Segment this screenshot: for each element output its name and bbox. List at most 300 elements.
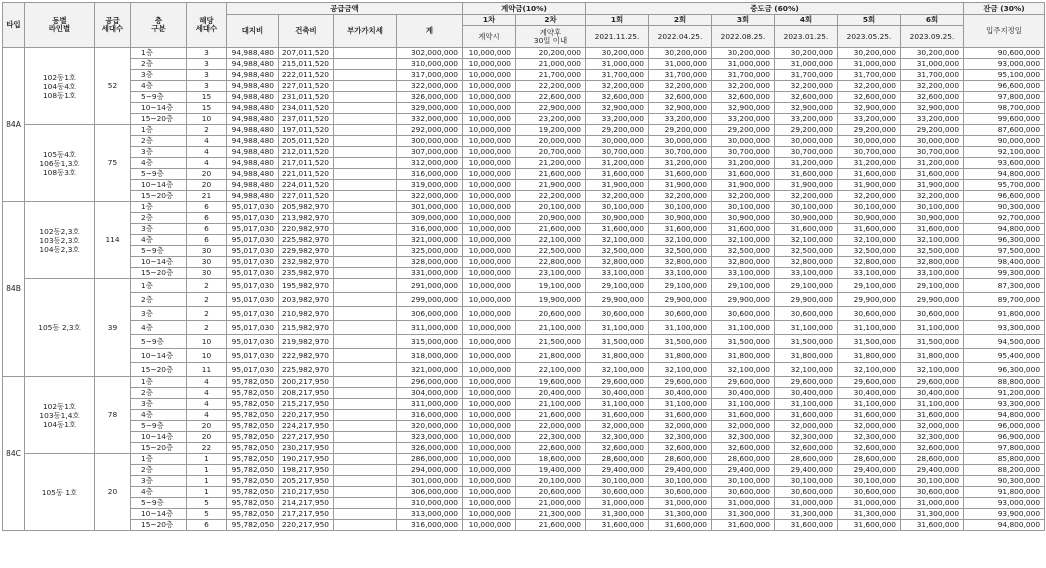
interim-cell: 32,100,000 [901,235,964,246]
interim-cell: 31,900,000 [649,180,712,191]
units-cell: 10 [187,114,227,125]
building-cell: 222,982,970 [279,349,334,363]
interim-cell: 31,600,000 [586,169,649,180]
table-row [3,169,1045,180]
header-interim-round: 4회 [775,15,838,26]
interim-cell: 31,100,000 [775,321,838,335]
interim-cell: 32,500,000 [712,246,775,257]
balance-cell: 98,700,000 [964,103,1045,114]
deposit-1-cell: 10,000,000 [463,180,516,191]
land-cell: 95,782,050 [227,410,279,421]
land-cell: 94,988,480 [227,59,279,70]
table-row [3,103,1045,114]
deposit-2-cell: 22,800,000 [516,257,586,268]
interim-cell: 31,000,000 [649,59,712,70]
interim-cell: 29,100,000 [901,279,964,293]
units-cell: 3 [187,59,227,70]
interim-cell: 30,100,000 [775,202,838,213]
interim-cell: 30,600,000 [901,307,964,321]
line-cell: 105동 2,3호 [25,279,95,377]
header-balance-when: 입주지정일 [964,15,1045,48]
interim-cell: 30,600,000 [586,307,649,321]
deposit-2-cell: 21,000,000 [516,498,586,509]
total-cell: 315,000,000 [397,335,463,349]
deposit-1-cell: 10,000,000 [463,399,516,410]
interim-cell: 32,100,000 [712,363,775,377]
total-cell: 322,000,000 [397,81,463,92]
interim-cell: 29,200,000 [775,125,838,136]
balance-cell: 87,600,000 [964,125,1045,136]
header-line: 동별 라인별 [25,3,95,48]
interim-cell: 31,600,000 [838,224,901,235]
building-cell: 203,982,970 [279,293,334,307]
building-cell: 230,217,950 [279,443,334,454]
deposit-1-cell: 10,000,000 [463,421,516,432]
vat-cell [334,335,397,349]
interim-cell: 33,100,000 [775,268,838,279]
interim-cell: 30,000,000 [901,136,964,147]
balance-cell: 91,800,000 [964,307,1045,321]
units-cell: 10 [187,349,227,363]
land-cell: 95,017,030 [227,257,279,268]
interim-cell: 30,400,000 [901,388,964,399]
table-row [3,399,1045,410]
land-cell: 94,988,480 [227,136,279,147]
deposit-1-cell: 10,000,000 [463,520,516,531]
total-cell: 316,000,000 [397,520,463,531]
interim-cell: 29,600,000 [649,377,712,388]
units-cell: 15 [187,103,227,114]
table-row [3,246,1045,257]
units-cell: 4 [187,410,227,421]
interim-cell: 31,600,000 [712,169,775,180]
interim-cell: 30,900,000 [586,213,649,224]
interim-cell: 32,000,000 [586,421,649,432]
land-cell: 95,782,050 [227,454,279,465]
units-cell: 2 [187,293,227,307]
vat-cell [334,399,397,410]
interim-cell: 32,300,000 [586,432,649,443]
interim-cell: 32,100,000 [775,235,838,246]
floor-cell: 15~20층 [131,363,187,377]
interim-cell: 32,200,000 [901,81,964,92]
supply-units-cell: 52 [95,48,131,125]
land-cell: 95,017,030 [227,335,279,349]
building-cell: 232,982,970 [279,257,334,268]
interim-cell: 30,900,000 [649,213,712,224]
units-cell: 21 [187,191,227,202]
deposit-2-cell: 19,200,000 [516,125,586,136]
deposit-1-cell: 10,000,000 [463,487,516,498]
balance-cell: 96,300,000 [964,235,1045,246]
building-cell: 235,982,970 [279,268,334,279]
table-row [3,224,1045,235]
units-cell: 5 [187,498,227,509]
balance-cell: 91,800,000 [964,487,1045,498]
balance-cell: 95,100,000 [964,70,1045,81]
interim-cell: 32,200,000 [586,81,649,92]
floor-cell: 4층 [131,487,187,498]
building-cell: 231,011,520 [279,92,334,103]
balance-cell: 96,900,000 [964,432,1045,443]
floor-cell: 5~9층 [131,335,187,349]
deposit-2-cell: 19,600,000 [516,377,586,388]
floor-cell: 4층 [131,321,187,335]
units-cell: 20 [187,421,227,432]
balance-cell: 88,800,000 [964,377,1045,388]
header-deposit: 계약금(10%) [463,3,586,15]
units-cell: 1 [187,476,227,487]
balance-cell: 95,400,000 [964,349,1045,363]
deposit-2-cell: 21,600,000 [516,169,586,180]
floor-cell: 5~9층 [131,92,187,103]
land-cell: 95,782,050 [227,520,279,531]
deposit-2-cell: 22,500,000 [516,246,586,257]
units-cell: 4 [187,377,227,388]
deposit-1-cell: 10,000,000 [463,257,516,268]
interim-cell: 30,200,000 [901,48,964,59]
land-cell: 95,782,050 [227,388,279,399]
interim-cell: 31,900,000 [586,180,649,191]
interim-cell: 32,600,000 [838,92,901,103]
floor-cell: 10~14층 [131,257,187,268]
interim-cell: 31,100,000 [712,399,775,410]
header-interim-date: 2022.04.25. [649,26,712,48]
land-cell: 95,017,030 [227,202,279,213]
units-cell: 3 [187,70,227,81]
interim-cell: 31,100,000 [901,321,964,335]
vat-cell [334,246,397,257]
floor-cell: 5~9층 [131,169,187,180]
table-row [3,147,1045,158]
building-cell: 219,982,970 [279,335,334,349]
land-cell: 95,017,030 [227,307,279,321]
interim-cell: 32,300,000 [901,432,964,443]
interim-cell: 32,300,000 [712,432,775,443]
deposit-1-cell: 10,000,000 [463,377,516,388]
interim-cell: 32,500,000 [775,246,838,257]
interim-cell: 31,800,000 [649,349,712,363]
interim-cell: 31,000,000 [838,59,901,70]
floor-cell: 10~14층 [131,180,187,191]
building-cell: 215,217,950 [279,399,334,410]
total-cell: 322,000,000 [397,191,463,202]
vat-cell [334,92,397,103]
units-cell: 20 [187,169,227,180]
floor-cell: 5~9층 [131,498,187,509]
interim-cell: 30,000,000 [586,136,649,147]
interim-cell: 29,200,000 [586,125,649,136]
interim-cell: 29,400,000 [712,465,775,476]
interim-cell: 29,100,000 [775,279,838,293]
interim-cell: 32,100,000 [712,235,775,246]
header-type: 타입 [3,3,25,48]
interim-cell: 32,200,000 [838,191,901,202]
interim-cell: 29,400,000 [649,465,712,476]
units-cell: 2 [187,125,227,136]
interim-cell: 31,600,000 [586,224,649,235]
interim-cell: 30,900,000 [775,213,838,224]
header-interim-date: 2023.09.25. [901,26,964,48]
interim-cell: 31,700,000 [712,70,775,81]
total-cell: 291,000,000 [397,279,463,293]
interim-cell: 31,500,000 [586,335,649,349]
interim-cell: 31,700,000 [649,70,712,81]
total-cell: 326,000,000 [397,92,463,103]
interim-cell: 29,400,000 [586,465,649,476]
balance-cell: 97,500,000 [964,246,1045,257]
line-cell: 102동1호 104동4호 108동1호 [25,48,95,125]
interim-cell: 28,600,000 [649,454,712,465]
deposit-2-cell: 21,600,000 [516,410,586,421]
interim-cell: 33,100,000 [712,268,775,279]
table-row [3,520,1045,531]
floor-cell: 4층 [131,81,187,92]
vat-cell [334,224,397,235]
vat-cell [334,307,397,321]
table-row [3,81,1045,92]
floor-cell: 5~9층 [131,421,187,432]
total-cell: 316,000,000 [397,169,463,180]
total-cell: 331,000,000 [397,268,463,279]
land-cell: 95,782,050 [227,465,279,476]
interim-cell: 31,600,000 [775,224,838,235]
vat-cell [334,257,397,268]
deposit-2-cell: 21,700,000 [516,70,586,81]
interim-cell: 32,900,000 [901,103,964,114]
interim-cell: 30,600,000 [838,307,901,321]
interim-cell: 31,600,000 [586,520,649,531]
interim-cell: 28,600,000 [712,454,775,465]
vat-cell [334,103,397,114]
interim-cell: 31,600,000 [901,169,964,180]
table-row [3,476,1045,487]
interim-cell: 29,200,000 [838,125,901,136]
interim-cell: 31,500,000 [838,335,901,349]
building-cell: 221,011,520 [279,169,334,180]
interim-cell: 32,200,000 [775,191,838,202]
interim-cell: 31,300,000 [901,509,964,520]
table-row [3,59,1045,70]
interim-cell: 30,600,000 [712,487,775,498]
interim-cell: 31,900,000 [901,180,964,191]
building-cell: 225,982,970 [279,363,334,377]
floor-cell: 2층 [131,293,187,307]
land-cell: 95,782,050 [227,399,279,410]
building-cell: 220,217,950 [279,520,334,531]
interim-cell: 31,900,000 [838,180,901,191]
interim-cell: 30,400,000 [586,388,649,399]
interim-cell: 30,000,000 [838,136,901,147]
interim-cell: 30,600,000 [901,487,964,498]
interim-cell: 29,600,000 [712,377,775,388]
interim-cell: 29,200,000 [649,125,712,136]
building-cell: 224,011,520 [279,180,334,191]
building-cell: 229,982,970 [279,246,334,257]
floor-cell: 15~20층 [131,443,187,454]
deposit-2-cell: 21,100,000 [516,321,586,335]
header-vat: 부가가치세 [334,15,397,48]
interim-cell: 33,100,000 [586,268,649,279]
header-building: 건축비 [279,15,334,48]
floor-cell: 1층 [131,48,187,59]
total-cell: 306,000,000 [397,307,463,321]
deposit-1-cell: 10,000,000 [463,335,516,349]
interim-cell: 32,900,000 [649,103,712,114]
balance-cell: 93,300,000 [964,399,1045,410]
deposit-1-cell: 10,000,000 [463,202,516,213]
vat-cell [334,136,397,147]
table-row [3,377,1045,388]
interim-cell: 32,100,000 [901,363,964,377]
deposit-1-cell: 10,000,000 [463,388,516,399]
deposit-1-cell: 10,000,000 [463,191,516,202]
table-row [3,410,1045,421]
interim-cell: 30,000,000 [649,136,712,147]
balance-cell: 90,000,000 [964,136,1045,147]
floor-cell: 1층 [131,125,187,136]
total-cell: 300,000,000 [397,136,463,147]
header-deposit-2: 2차 [516,15,586,26]
vat-cell [334,191,397,202]
interim-cell: 32,200,000 [775,81,838,92]
balance-cell: 89,700,000 [964,293,1045,307]
deposit-2-cell: 22,200,000 [516,81,586,92]
deposit-2-cell: 19,900,000 [516,293,586,307]
interim-cell: 28,600,000 [586,454,649,465]
deposit-2-cell: 20,900,000 [516,213,586,224]
interim-cell: 30,100,000 [649,476,712,487]
balance-cell: 96,600,000 [964,191,1045,202]
total-cell: 286,000,000 [397,454,463,465]
interim-cell: 32,100,000 [649,363,712,377]
floor-cell: 10~14층 [131,432,187,443]
deposit-2-cell: 20,100,000 [516,476,586,487]
total-cell: 301,000,000 [397,476,463,487]
total-cell: 316,000,000 [397,410,463,421]
table-row [3,180,1045,191]
deposit-2-cell: 23,100,000 [516,268,586,279]
total-cell: 319,000,000 [397,180,463,191]
interim-cell: 32,000,000 [901,421,964,432]
interim-cell: 32,900,000 [712,103,775,114]
interim-cell: 31,000,000 [712,59,775,70]
interim-cell: 31,100,000 [838,321,901,335]
interim-cell: 31,600,000 [838,410,901,421]
units-cell: 15 [187,92,227,103]
floor-cell: 4층 [131,235,187,246]
balance-cell: 95,700,000 [964,180,1045,191]
interim-cell: 29,600,000 [901,377,964,388]
floor-cell: 15~20층 [131,520,187,531]
table-row [3,465,1045,476]
supply-units-cell: 39 [95,279,131,377]
header-deposit-1: 1차 [463,15,516,26]
deposit-1-cell: 10,000,000 [463,410,516,421]
table-row [3,92,1045,103]
interim-cell: 29,100,000 [712,279,775,293]
units-cell: 2 [187,279,227,293]
interim-cell: 30,600,000 [712,307,775,321]
floor-cell: 4층 [131,158,187,169]
vat-cell [334,125,397,136]
deposit-2-cell: 21,800,000 [516,349,586,363]
units-cell: 4 [187,388,227,399]
interim-cell: 31,200,000 [775,158,838,169]
deposit-2-cell: 21,500,000 [516,335,586,349]
deposit-1-cell: 10,000,000 [463,268,516,279]
interim-cell: 32,600,000 [712,443,775,454]
total-cell: 304,000,000 [397,388,463,399]
vat-cell [334,377,397,388]
floor-cell: 3층 [131,399,187,410]
interim-cell: 32,100,000 [838,363,901,377]
deposit-1-cell: 10,000,000 [463,321,516,335]
table-row [3,307,1045,321]
units-cell: 2 [187,307,227,321]
building-cell: 190,217,950 [279,454,334,465]
total-cell: 311,000,000 [397,399,463,410]
floor-cell: 2층 [131,213,187,224]
deposit-1-cell: 10,000,000 [463,476,516,487]
interim-cell: 31,300,000 [712,509,775,520]
interim-cell: 32,100,000 [775,363,838,377]
interim-cell: 31,000,000 [586,498,649,509]
total-cell: 329,000,000 [397,103,463,114]
deposit-1-cell: 10,000,000 [463,147,516,158]
vat-cell [334,487,397,498]
land-cell: 95,017,030 [227,279,279,293]
land-cell: 94,988,480 [227,114,279,125]
total-cell: 310,000,000 [397,498,463,509]
balance-cell: 92,100,000 [964,147,1045,158]
interim-cell: 32,800,000 [775,257,838,268]
floor-cell: 15~20층 [131,191,187,202]
deposit-1-cell: 10,000,000 [463,114,516,125]
floor-cell: 1층 [131,202,187,213]
deposit-2-cell: 22,000,000 [516,421,586,432]
header-interim-round: 6회 [901,15,964,26]
interim-cell: 32,800,000 [838,257,901,268]
interim-cell: 31,600,000 [586,410,649,421]
land-cell: 95,782,050 [227,487,279,498]
vat-cell [334,520,397,531]
interim-cell: 32,600,000 [901,92,964,103]
interim-cell: 29,200,000 [901,125,964,136]
deposit-1-cell: 10,000,000 [463,432,516,443]
interim-cell: 32,900,000 [838,103,901,114]
units-cell: 22 [187,443,227,454]
interim-cell: 30,200,000 [586,48,649,59]
interim-cell: 29,600,000 [586,377,649,388]
total-cell: 318,000,000 [397,349,463,363]
total-cell: 296,000,000 [397,377,463,388]
interim-cell: 30,200,000 [838,48,901,59]
deposit-1-cell: 10,000,000 [463,81,516,92]
deposit-2-cell: 22,100,000 [516,363,586,377]
balance-cell: 99,600,000 [964,114,1045,125]
vat-cell [334,59,397,70]
table-row [3,363,1045,377]
total-cell: 316,000,000 [397,224,463,235]
vat-cell [334,279,397,293]
interim-cell: 30,600,000 [838,487,901,498]
deposit-1-cell: 10,000,000 [463,454,516,465]
building-cell: 215,982,970 [279,321,334,335]
deposit-1-cell: 10,000,000 [463,235,516,246]
land-cell: 94,988,480 [227,191,279,202]
balance-cell: 96,300,000 [964,363,1045,377]
